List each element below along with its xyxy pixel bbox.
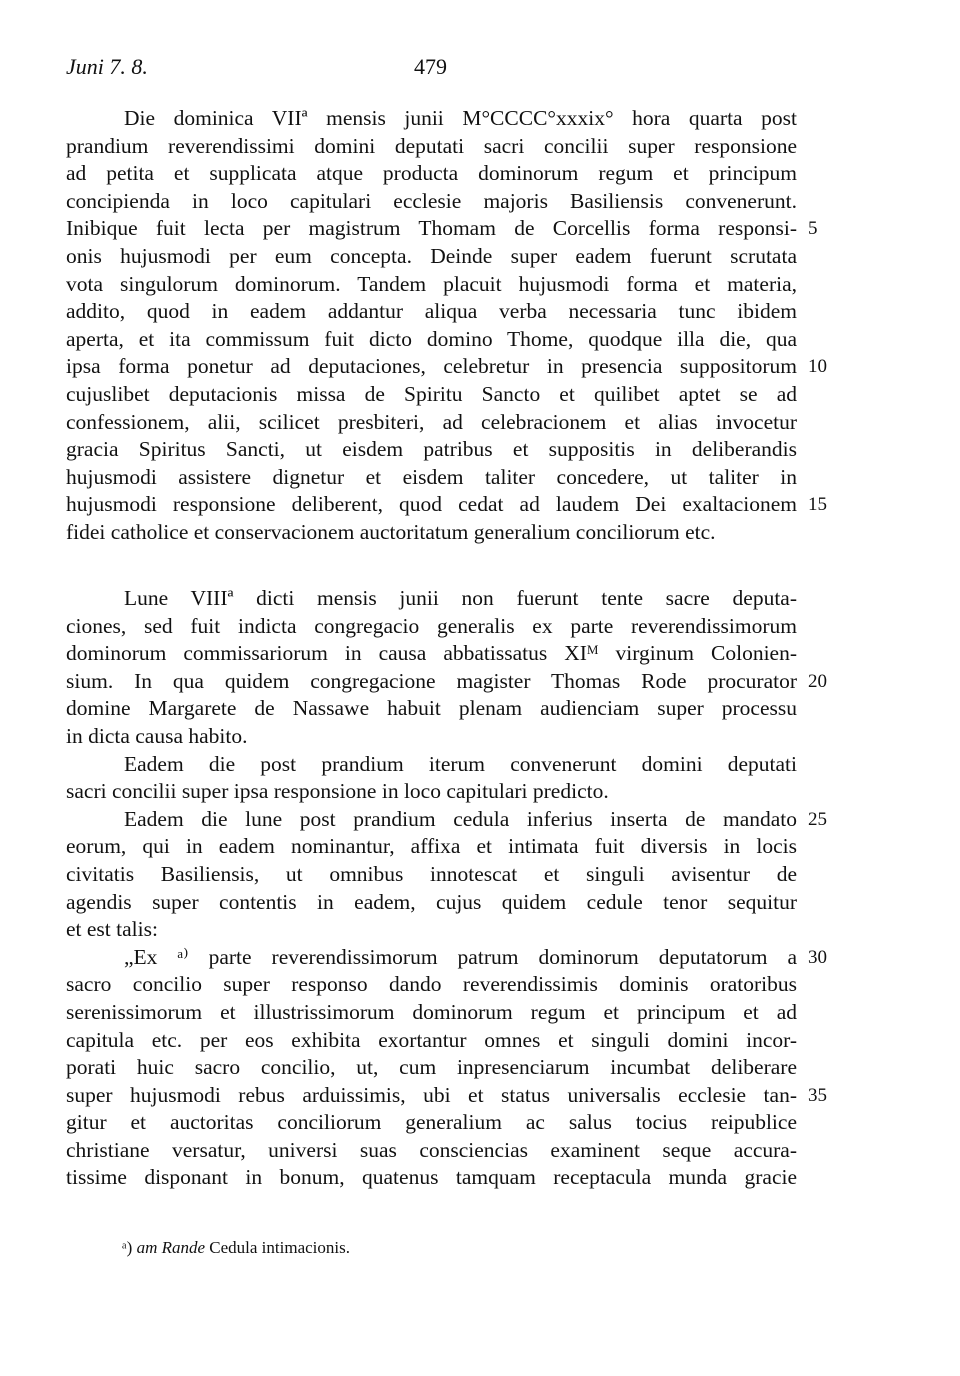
- text-line: [66, 1082, 827, 1110]
- line-text: prandium reverendissimi domini deputati sacri concilii super responsione: [66, 133, 797, 158]
- line-text: addito, quod in eadem addantur aliqua verba necessaria tunc ibidem: [66, 299, 797, 324]
- line-text: Eadem die lune post prandium cedula inferius inserta de mandato: [124, 806, 797, 831]
- text-line: [66, 751, 797, 779]
- text-line: [66, 464, 797, 492]
- text-line: [66, 723, 797, 751]
- line-text: super hujusmodi rebus arduissimis, ubi et status universalis ecclesie tan-: [66, 1082, 797, 1107]
- line-text: domine Margarete de Nassawe habuit plenam audienciam super processu: [66, 696, 797, 721]
- line-number: 5: [808, 218, 818, 240]
- line-text: in dicta causa habito.: [66, 723, 248, 748]
- line-text: aperta, et ita commissum fuit dicto domino Thome, quodque illa die, qua: [66, 326, 797, 351]
- line-text: concipienda in loco capitulari ecclesie majoris Basiliensis convenerunt.: [66, 188, 797, 213]
- text-line: [66, 1109, 797, 1137]
- paragraph-block: [66, 105, 827, 547]
- line-text: dominorum commissariorum in causa abbatissatus XIᴹ virginum Colonien-: [66, 641, 797, 666]
- text-line: [66, 806, 827, 834]
- text-line: [66, 778, 797, 806]
- running-head: Juni 7. 8.: [66, 54, 148, 79]
- text-line: [66, 271, 797, 299]
- text-line: [66, 353, 827, 381]
- line-number: 30: [808, 946, 827, 968]
- line-text: ad petita et supplicata atque producta dominorum regum et principum: [66, 161, 797, 186]
- line-number: 10: [808, 356, 827, 378]
- text-line: [66, 436, 797, 464]
- text-line: [66, 833, 797, 861]
- text-line: [66, 889, 797, 917]
- line-text: ciones, sed fuit indicta congregacio generalis ex parte reverendissimorum: [66, 613, 797, 638]
- page-number: 479: [414, 54, 447, 79]
- line-text: Inibique fuit lecta per magistrum Thomam de Corcellis forma responsi-: [66, 216, 797, 241]
- text-line: [66, 409, 797, 437]
- line-text: „Ex ᵃ⁾ parte reverendissimorum patrum dominorum deputatorum a: [124, 944, 797, 969]
- page-header: [66, 54, 806, 88]
- text-line: [66, 215, 818, 243]
- line-text: gitur et auctoritas conciliorum generalium ac salus tocius reipublice: [66, 1110, 797, 1135]
- line-text: christiane versatur, universi suas consciencias examinent seque accura-: [66, 1137, 797, 1162]
- line-text: onis hujusmodi per eum concepta. Deinde super eadem fuerunt scrutata: [66, 243, 797, 268]
- text-line: [66, 695, 797, 723]
- text-line: [66, 243, 797, 271]
- line-text: tissime disponant in bonum, quatenus tamquam receptacula munda gracie: [66, 1165, 797, 1190]
- line-text: sacro concilio super responso dando reverendissimis dominis oratoribus: [66, 972, 797, 997]
- line-text: civitatis Basiliensis, ut omnibus innotescat et singuli avisentur de: [66, 861, 797, 886]
- line-text: confessionem, alii, scilicet presbiteri, ad celebracionem et alias invocetur: [66, 409, 797, 434]
- text-line: [66, 1164, 797, 1192]
- text-line: [66, 944, 827, 972]
- text-line: [66, 160, 797, 188]
- footnote: [122, 1238, 350, 1258]
- text-line: [66, 381, 797, 409]
- line-text: et est talis:: [66, 917, 158, 942]
- line-number: 25: [808, 808, 827, 830]
- line-text: Die dominica VIIª mensis junii M°CCCC°xxxix° hora quarta post: [124, 106, 797, 130]
- line-number: 15: [808, 494, 827, 516]
- paragraph-block: [66, 585, 827, 1192]
- text-line: [66, 585, 797, 613]
- line-number: 20: [808, 670, 827, 692]
- text-line: [66, 1137, 797, 1165]
- text-line: [66, 326, 797, 354]
- footnote-text: Cedula intimacionis.: [209, 1238, 350, 1257]
- footnote-marker: ᵃ): [122, 1238, 133, 1257]
- text-line: [66, 668, 827, 696]
- text-line: [66, 861, 797, 889]
- line-text: gracia Spiritus Sancti, ut eisdem patribus et suppositis in deliberandis: [66, 437, 797, 462]
- text-line: [66, 519, 797, 547]
- line-text: Eadem die post prandium iterum convenerunt domini deputati: [124, 751, 797, 776]
- text-line: [66, 916, 797, 944]
- line-text: porati huic sacro concilio, ut, cum inpresenciarum incumbat deliberare: [66, 1055, 797, 1080]
- line-text: hujusmodi assistere dignetur et eisdem taliter concedere, ut taliter in: [66, 464, 797, 489]
- line-text: hujusmodi responsione deliberent, quod cedat ad laudem Dei exaltacionem: [66, 492, 797, 517]
- line-text: cujuslibet deputacionis missa de Spiritu Sancto et quilibet aptet se ad: [66, 381, 797, 406]
- text-line: [66, 1027, 797, 1055]
- footnote-italic: am Rande: [136, 1238, 206, 1257]
- line-text: agendis super contentis in eadem, cujus quidem cedule tenor sequitur: [66, 889, 797, 914]
- text-line: [66, 298, 797, 326]
- text-line: [66, 613, 797, 641]
- text-line: [66, 133, 797, 161]
- text-line: [66, 999, 797, 1027]
- text-line: [66, 188, 797, 216]
- text-line: [66, 971, 797, 999]
- line-text: fidei catholice et conservacionem auctoritatum generalium conciliorum etc.: [66, 519, 716, 544]
- line-text: vota singulorum dominorum. Tandem placuit hujusmodi forma et materia,: [66, 271, 797, 296]
- text-line: [66, 1054, 797, 1082]
- line-number: 35: [808, 1084, 827, 1106]
- text-line: [66, 491, 827, 519]
- line-text: sium. In qua quidem congregacione magister Thomas Rode procurator: [66, 668, 797, 693]
- line-text: capitula etc. per eos exhibita exortantur omnes et singuli domini incor-: [66, 1027, 797, 1052]
- text-line: [66, 105, 797, 133]
- line-text: Lune VIIIª dicti mensis junii non fuerunt tente sacre deputa-: [124, 586, 797, 610]
- line-text: ipsa forma ponetur ad deputaciones, celebretur in presencia suppositorum: [66, 354, 797, 379]
- line-text: serenissimorum et illustrissimorum dominorum regum et principum et ad: [66, 999, 797, 1024]
- line-text: eorum, qui in eadem nominantur, affixa et intimata fuit diversis in locis: [66, 834, 797, 859]
- line-text: sacri concilii super ipsa responsione in loco capitulari predicto.: [66, 779, 609, 804]
- text-line: [66, 640, 797, 668]
